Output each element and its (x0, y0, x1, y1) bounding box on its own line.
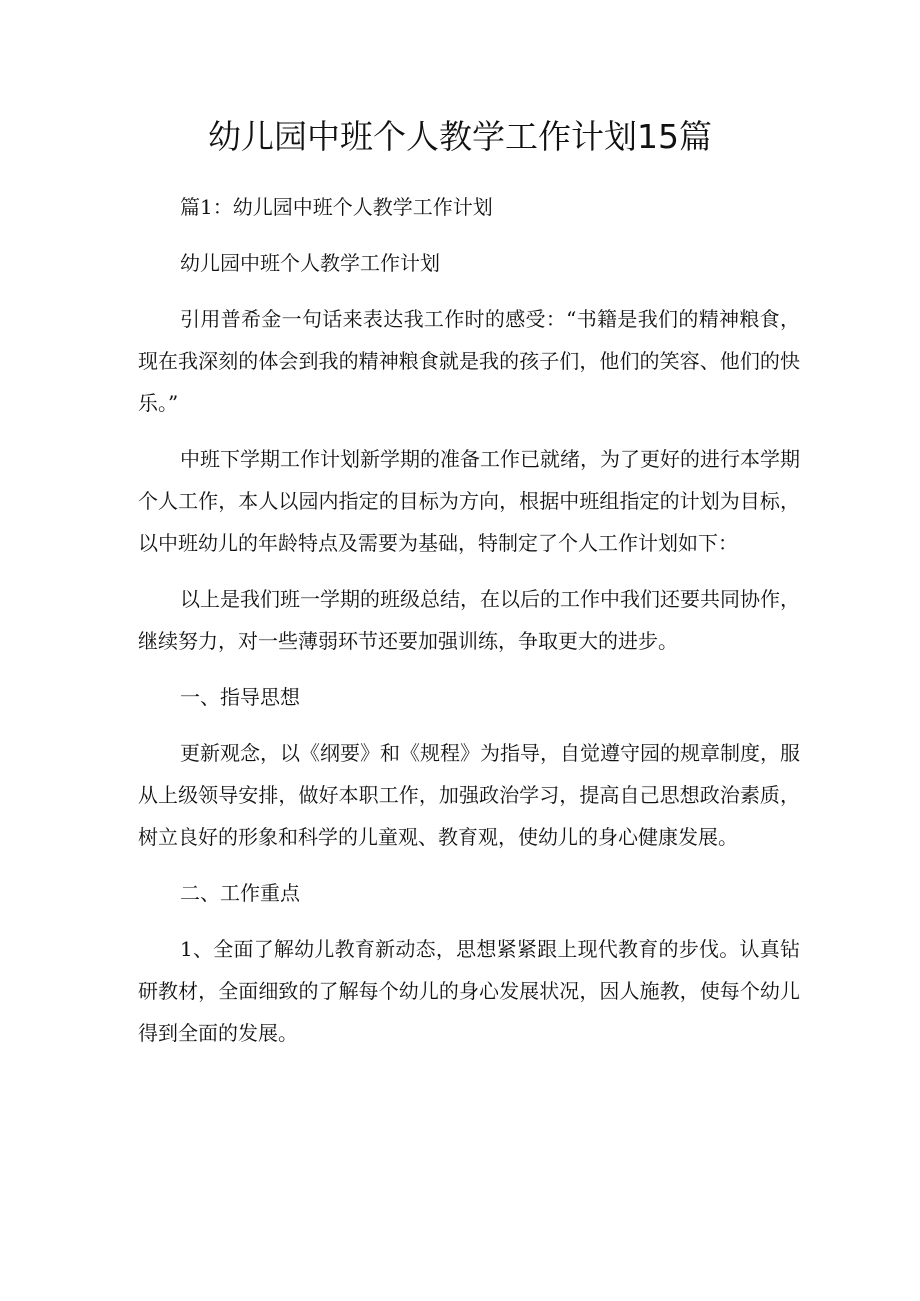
paragraph-summary: 以上是我们班一学期的班级总结，在以后的工作中我们还要共同协作，继续努力，对一些薄弱环节还要加强训练，争取更大的进步。 (138, 587, 800, 653)
heading-work-focus: 二、工作重点 (180, 881, 300, 905)
paragraph-section-heading: 篇1：幼儿园中班个人教学工作计划 (180, 195, 493, 219)
paragraph-intro: 中班下学期工作计划新学期的准备工作已就绪，为了更好的进行本学期个人工作，本人以园内指定的目标为方向，根据中班组指定的计划为目标，以中班幼儿的年龄特点及需要为基础，特制定了个人工作计划如下： (138, 447, 800, 555)
heading-guiding-thought: 一、指导思想 (180, 685, 300, 709)
document-body (138, 186, 800, 1068)
paragraph-guiding-thought: 更新观念，以《纲要》和《规程》为指导，自觉遵守园的规章制度，服从上级领导安排，做好本职工作，加强政治学习，提高自己思想政治素质，树立良好的形象和科学的儿童观、教育观，使幼儿的身心健康发展。 (138, 741, 800, 849)
paragraph-subtitle: 幼儿园中班个人教学工作计划 (180, 251, 440, 275)
paragraph-work-focus-1: 1、全面了解幼儿教育新动态，思想紧紧跟上现代教育的步伐。认真钻研教材，全面细致的了解每个幼儿的身心发展状况，因人施教，使每个幼儿得到全面的发展。 (138, 937, 800, 1045)
document-title: 幼儿园中班个人教学工作计划15篇 (208, 117, 712, 156)
paragraph-quote: 引用普希金一句话来表达我工作时的感受：“书籍是我们的精神粮食，现在我深刻的体会到我的精神粮食就是我的孩子们，他们的笑容、他们的快乐。” (138, 307, 800, 415)
